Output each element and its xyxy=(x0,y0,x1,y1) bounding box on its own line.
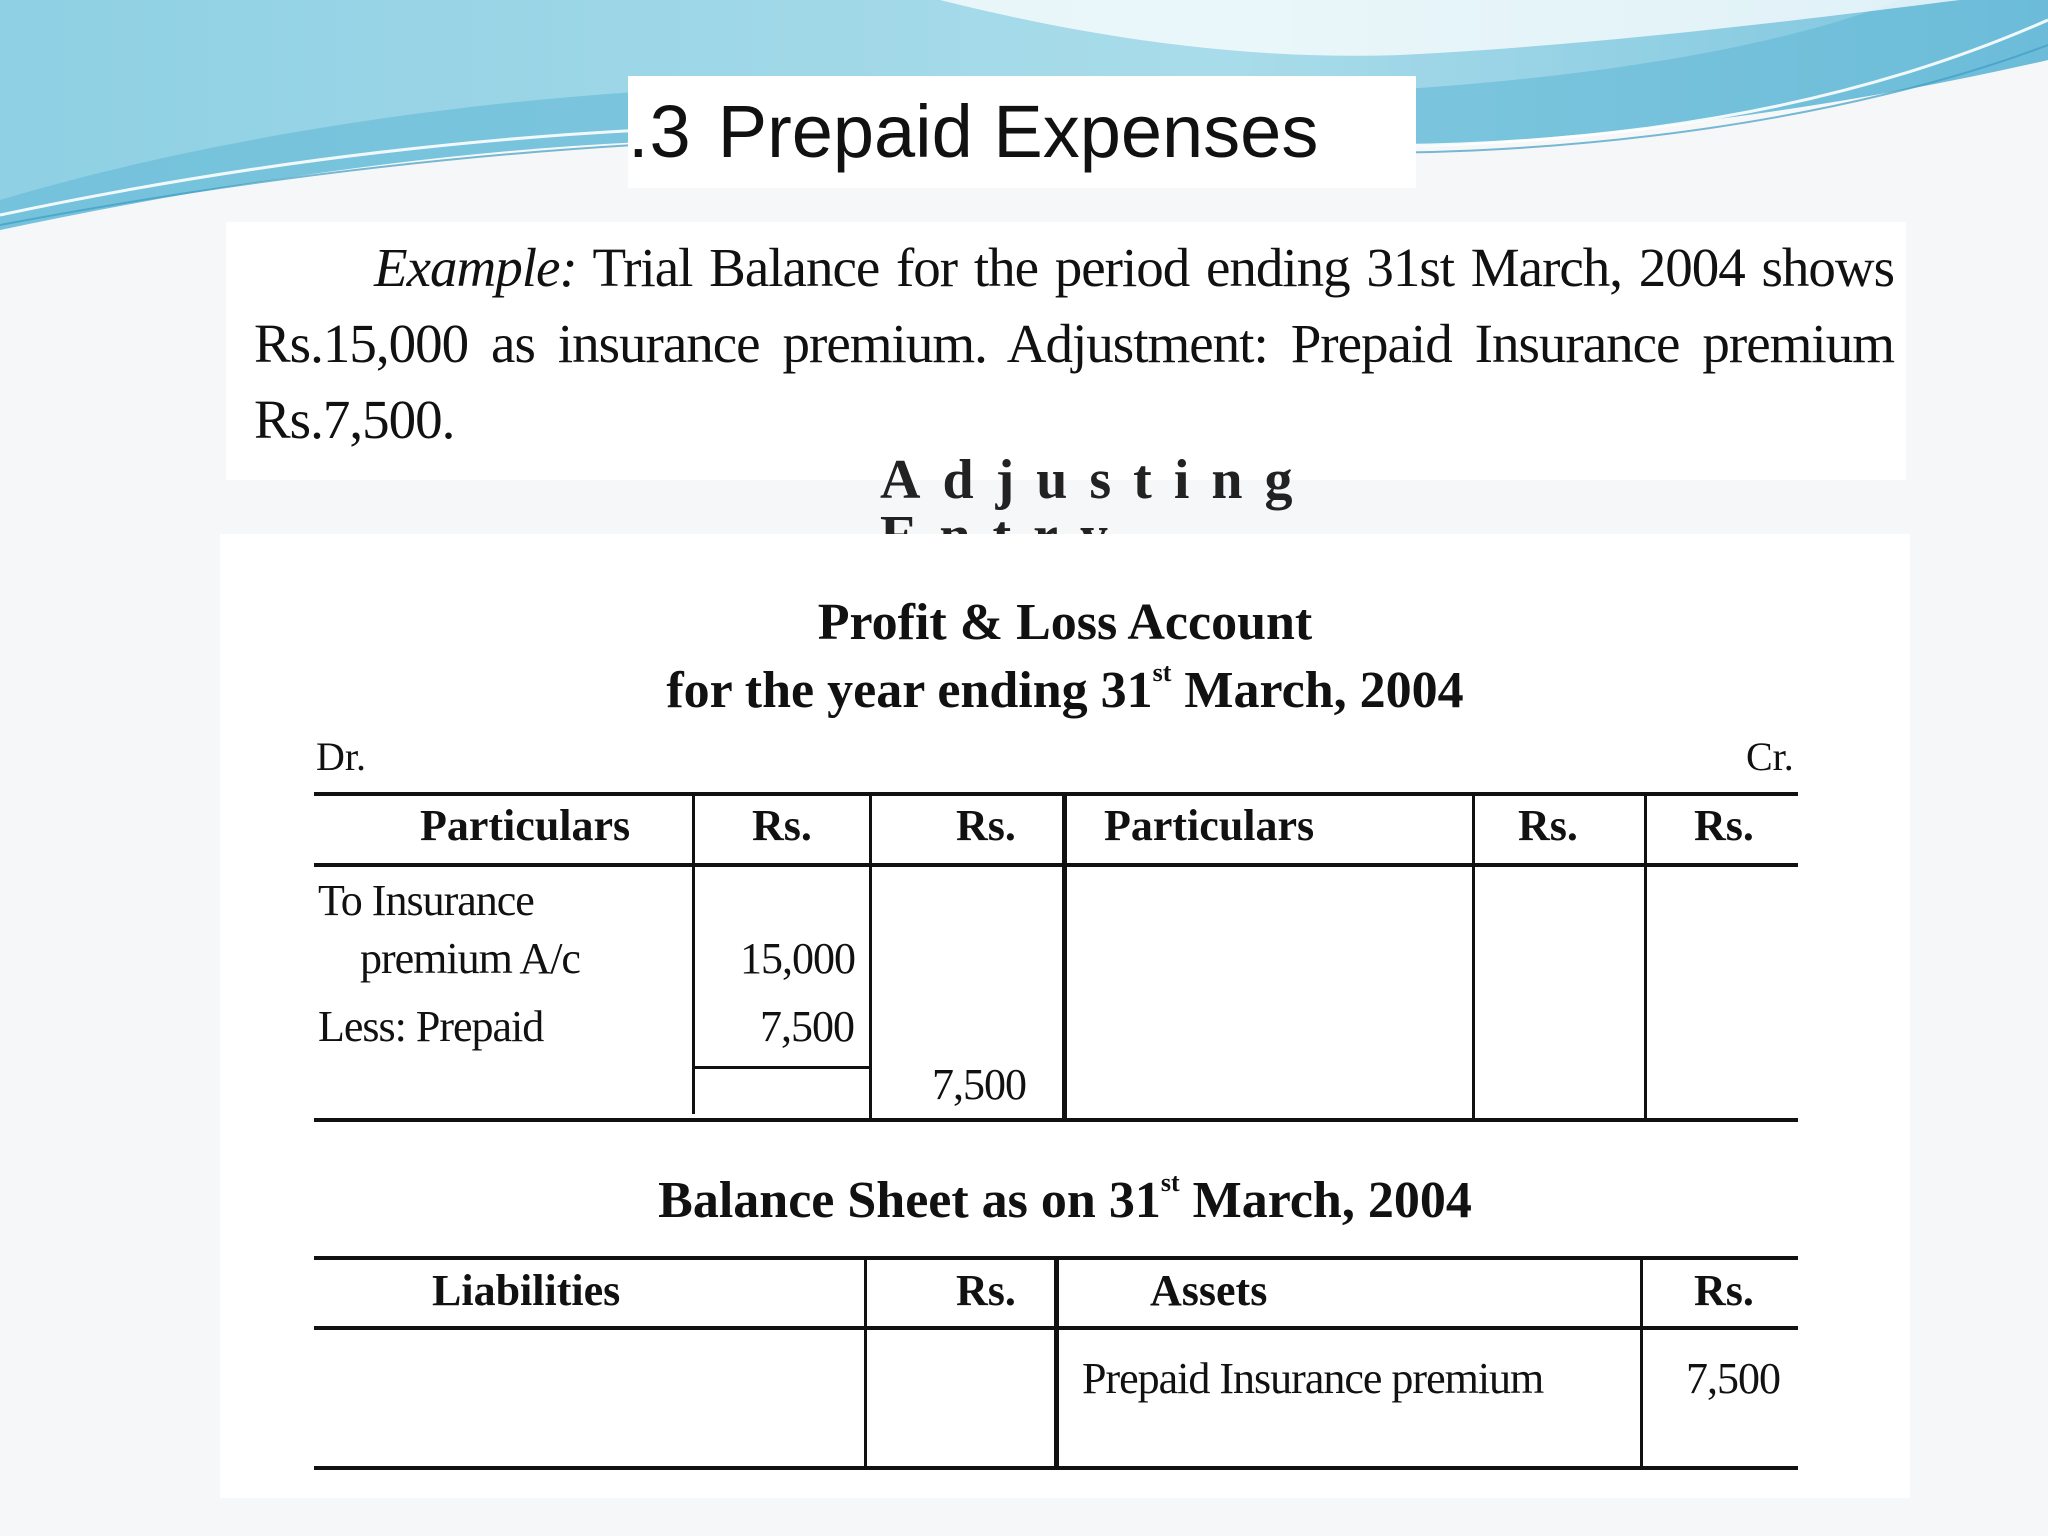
pl-row-insurance: To Insurance xyxy=(318,876,534,925)
bs-col-divider xyxy=(1640,1256,1643,1468)
pl-amount-net: 7,500 xyxy=(932,1060,1026,1109)
dr-label: Dr. xyxy=(316,734,366,779)
example-label: Example: xyxy=(374,237,577,298)
pl-header-rs-3: Rs. xyxy=(1518,801,1578,850)
bs-title: Balance Sheet as on 31st March, 2004 xyxy=(658,1168,1472,1229)
bs-center-divider xyxy=(1054,1256,1059,1468)
example-paragraph xyxy=(254,230,1894,458)
pl-title: Profit & Loss Account xyxy=(817,594,1313,651)
pl-amount-premium: 15,000 xyxy=(740,934,855,983)
pl-amount-prepaid: 7,500 xyxy=(760,1002,854,1051)
bs-header-rs-2: Rs. xyxy=(1694,1266,1754,1315)
pl-header-particulars-dr: Particulars xyxy=(420,801,631,850)
pl-col-divider xyxy=(1644,792,1647,1120)
pl-header-particulars-cr: Particulars xyxy=(1104,801,1315,850)
pl-center-divider xyxy=(1062,792,1067,1120)
pl-col-divider xyxy=(692,792,695,1114)
pl-subtotal-rule xyxy=(694,1066,872,1069)
cr-label: Cr. xyxy=(1746,734,1794,779)
slide-title xyxy=(628,76,1318,188)
pl-header-rs-1: Rs. xyxy=(752,801,812,850)
pl-top-rule xyxy=(314,792,1798,796)
pl-header-rs-4: Rs. xyxy=(1694,801,1754,850)
pl-col-divider xyxy=(1472,792,1475,1120)
pl-header-rs-2: Rs. xyxy=(956,801,1016,850)
bs-asset-amount: 7,500 xyxy=(1686,1354,1780,1403)
title-label: Prepaid Expenses xyxy=(717,90,1319,173)
bs-header-rs-1: Rs. xyxy=(956,1266,1016,1315)
bs-header-liabilities: Liabilities xyxy=(432,1266,621,1315)
bs-header-assets: Assets xyxy=(1150,1266,1268,1315)
cut-off-heading: Adjusting xyxy=(880,449,1315,511)
pl-row-less-prepaid: Less: Prepaid xyxy=(318,1002,544,1051)
bs-asset-prepaid-insurance: Prepaid Insurance premium xyxy=(1082,1354,1544,1403)
pl-header-rule xyxy=(314,863,1798,867)
pl-bottom-rule xyxy=(314,1118,1798,1122)
pl-col-divider xyxy=(869,792,872,1120)
pl-subtitle: for the year ending 31st March, 2004 xyxy=(666,658,1464,719)
bs-col-divider xyxy=(864,1256,867,1468)
title-number: .3 xyxy=(628,90,692,173)
pl-row-premium: premium A/c xyxy=(360,934,580,983)
example-body: Trial Balance for the period ending 31st March, 2004 shows Rs.15,000 as insurance premium. Adjustment: Prepaid Insurance premium Rs.7,500. xyxy=(254,237,1895,450)
